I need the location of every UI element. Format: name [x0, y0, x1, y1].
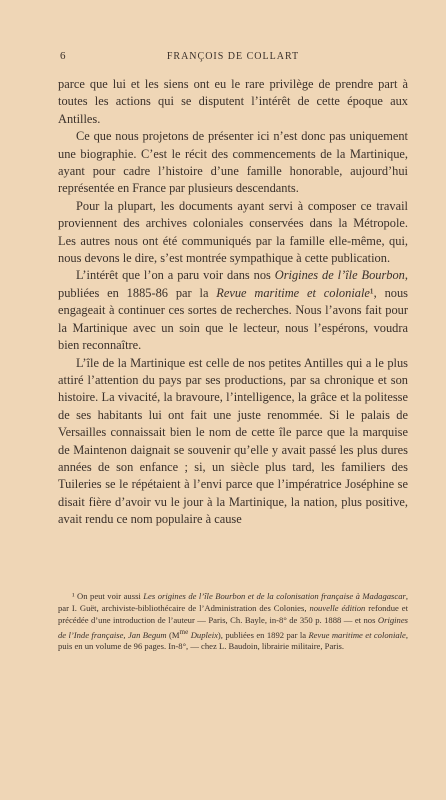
- footnote-text-g: (M: [166, 629, 180, 640]
- paragraph-5: L’île de la Martinique est celle de nos petites Antilles qui a le plus attiré l’attention du pays par ses productions, par sa chronique et son histoire. La vivacité, la bravoure, l’intelligence, la grâce et la politesse de ses habitants lui ont fait une juste renommée. Si le palais de Versailles connaissait bien le nom de cette île parce que la marquise de Maintenon daignait se souvenir qu’elle y avait passé les plus dures années de son enfance ; si, un siècle plus tard, les familiers des Tuileries se le répétaient à l’envi parce que l’impératrice Joséphine se disait fière d’avoir vu le jour à la Martinique, la nation, plus positive, avait rendu ce nom populaire à cause: [58, 355, 408, 527]
- footnote-title-inde: Origines de l’Inde française, Jan Begum: [58, 614, 408, 640]
- footnote-edition: nouvelle édition: [309, 602, 366, 613]
- footnote: [58, 591, 408, 653]
- paragraph-2: Ce que nous projetons de présenter ici n’est donc pas uniquement une biographie. C’est le récit des commencements de la Martinique, ayant pour cadre l’histoire d’une famille honorable, aujourd’hui représentée en France par plusieurs descendants.: [58, 129, 408, 196]
- paragraph-4-text-c: , publiées en 1885-86 par la: [58, 268, 408, 300]
- page-number: 6: [60, 50, 67, 62]
- footnote-1: [58, 591, 408, 653]
- footnote-text-a: ¹ On peut voir aussi: [72, 591, 144, 601]
- paragraph-1: parce que lui et les siens ont eu le rare privilège de prendre part à toutes les actions qui se disputent l’intérêt de cette époque aux Antilles.: [58, 77, 408, 126]
- footnote-sup-me: me: [179, 627, 189, 636]
- footnote-text-k: ), publiées en 1892 par la: [217, 629, 309, 640]
- page-header: [60, 50, 406, 64]
- title-revue-maritime: Revue maritime et coloniale: [216, 285, 370, 300]
- title-origines-bourbon: Origines de l’île Bourbon: [274, 268, 405, 283]
- paragraph-4: [58, 267, 408, 354]
- footnote-dupleix: Dupleix: [190, 629, 218, 640]
- footnote-text-e: refondue et précédée d’une introduction de l’auteur — Paris, Ch. Bayle, in-8° de 350 p. 1888 — et nos: [58, 602, 408, 625]
- body-text: [58, 76, 408, 529]
- running-head: FRANÇOIS DE COLLART: [166, 51, 300, 62]
- paragraph-3: Pour la plupart, les documents ayant servi à composer ce travail proviennent des archives coloniales conservées dans la Métropole. Les autres nous ont été communiqués par la famille elle-même, qui, nous devons le dire, s’est montrée sympathique à cette publication.: [58, 198, 408, 266]
- paragraph-4-text-a: L’intérêt que l’on a paru voir dans nos: [76, 268, 275, 283]
- footnote-title-revue: Revue maritime et coloniale: [308, 629, 406, 640]
- footnote-text-c: , par I. Guët, archiviste-bibliothécaire de l’Administration des Colonies,: [58, 591, 408, 613]
- paragraph-4-text-e: ¹, nous engageait à continuer ces sortes de recherches. Nous l’avons fait pour la Martinique avec un soin que le lecteur, nous l’espérons, voudra bien reconnaître.: [58, 285, 408, 353]
- footnote-text-m: , puis en un volume de 96 pages. In-8°, — chez L. Baudoin, librairie militaire, Paris.: [58, 629, 408, 652]
- footnote-title-a: Les origines de l’île Bourbon et de la colonisation française à Madagascar: [143, 591, 406, 601]
